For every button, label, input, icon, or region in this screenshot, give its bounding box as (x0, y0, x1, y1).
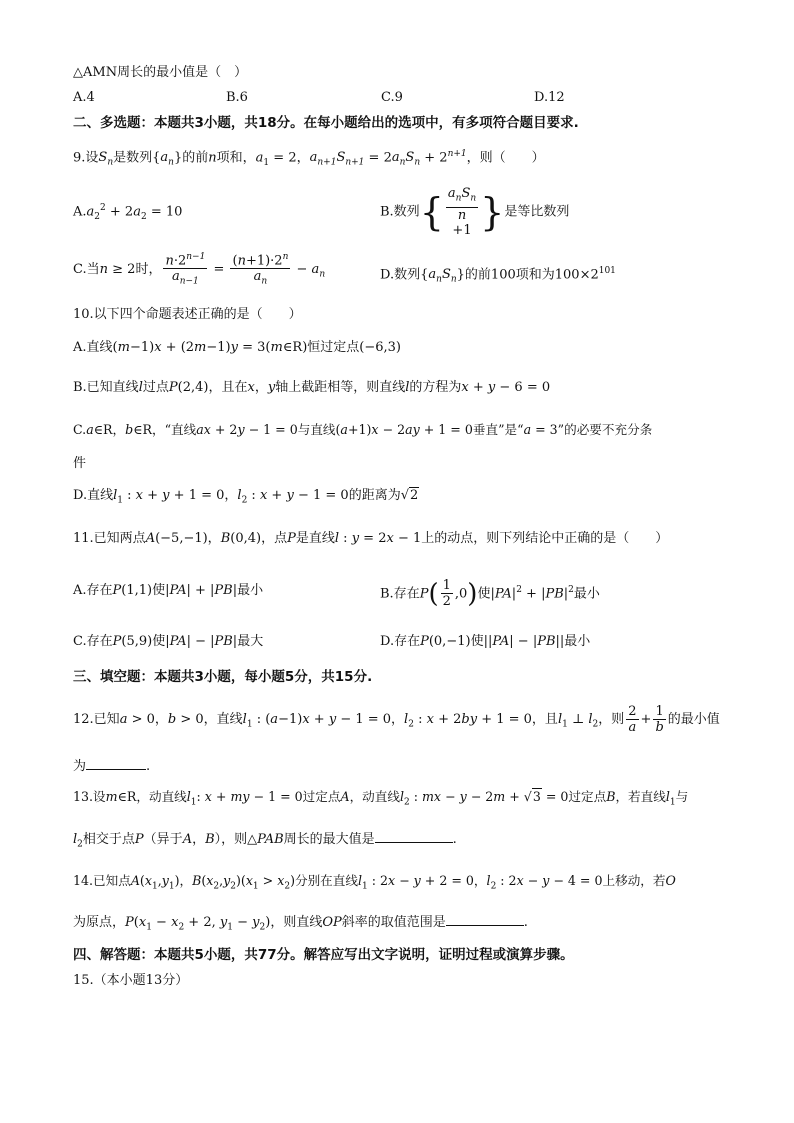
q11-stem: 11.已知两点A(−5,−1)，B(0,4)，点P是直线l : y = 2x − 1上的动点，则下列结论中正确的是（ ） (73, 531, 669, 546)
q12-line2: 为 . (73, 759, 151, 774)
q10-option-c-line2: 件 (73, 456, 87, 471)
q11-option-d: D.存在P(0,−1)使||PA| − |PB||最小 (380, 634, 591, 649)
q9-option-b: B.数列{ $a_nS_n$ n +1 }是等比数列 (380, 186, 570, 238)
section-4-heading: 四、解答题：本题共5小题，共77分。解答应写出文字说明，证明过程或演算步骤。 (73, 947, 574, 963)
q11-option-c: C.存在P(5,9)使|PA| − |PB|最大 (73, 634, 264, 649)
q10-option-c-line1: C.a∈R，b∈R，“直线ax + 2y − 1 = 0与直线(a+1)x − 2ay + 1 = 0垂直”是“a = 3”的必要不充分条 (73, 422, 653, 437)
q10-option-b: B.已知直线l过点P(2,4)，且在x，y轴上截距相等，则直线l的方程为x + y − 6 = 0 (73, 380, 551, 395)
q10-option-d: D.直线$l_1$ : x + y + 1 = 0，$l_2$ : x + y − 1 = 0的距离为√2 (73, 488, 419, 506)
q12-answer-blank[interactable] (86, 757, 146, 770)
q13-line1: 13.设m∈R，动直线$l_1$: x + my − 1 = 0过定点A，动直线$l_2$ : mx − y − 2m + √3 = 0过定点B，若直线$l_1$与 (73, 789, 689, 808)
q8-option-c: C.9 (381, 90, 403, 105)
q10-option-a: A.直线(m−1)x + (2m−1)y = 3(m∈R)恒过定点(−6,3) (73, 340, 402, 355)
q14-line1: 14.已知点$A(x_1,y_1)$，$B(x_2,y_2)(x_1 > x_2)$分别在直线$l_1$ : 2x − y + 2 = 0，$l_2$ : 2x − y − 4 = 0上移动，若O (73, 873, 676, 892)
q8-stem: △AMN周长的最小值是（ ） (73, 65, 248, 80)
q8-option-b: B.6 (226, 90, 248, 105)
section-2-heading: 二、多选题：本题共3小题，共18分。在每小题给出的选项中，有多项符合题目要求. (73, 115, 579, 131)
q14-line2: 为原点，$P(x_1 - x_2 + 2$, $y_1 - y_2$)，则直线OP斜率的取值范围是 . (73, 915, 528, 933)
q9-option-d: D.数列$\{a_nS_n\}$的前100项和为$100\times 2^{101}$ (380, 266, 616, 285)
q9-option-a: $A.a_2^2 + 2a_2 = 10$ (73, 203, 183, 222)
q9-stem: 9.设$S_n$是数列$\{a_n\}$的前n项和，$a_1 = 2$，$a_{n+1}S_{n+1} = 2a_nS_n + 2^{n+1}$，则（ ） (73, 149, 545, 168)
section-3-heading: 三、填空题：本题共3小题，每小题5分，共15分. (73, 669, 373, 685)
q8-option-a: A.4 (73, 90, 95, 105)
q12-line1: 12.已知a > 0，b > 0，直线$l_1$ : (a−1)x + y − 1 = 0，$l_2$ : x + 2by + 1 = 0，且$l_1$ ⊥ $l_2$，则 $\frac{2}{a}$ + $\frac{1}{b}$ 的最小值 (73, 704, 720, 735)
q11-option-a: A.存在P(1,1)使|PA| + |PB|最小 (73, 583, 264, 598)
q10-stem: 10.以下四个命题表述正确的是（ ） (73, 307, 302, 322)
q15-label: 15.（本小题13分） (73, 973, 189, 988)
q8-option-d: D.12 (534, 90, 565, 105)
q11-option-b: B.存在P( $\frac{1}{2}$ ,0)使$|PA|^2 + |PB|^2$最小 (380, 578, 600, 610)
q13-answer-blank[interactable] (375, 830, 453, 843)
q13-line2: $l_2$相交于点P（异于A，B），则△PAB周长的最大值是 . (73, 832, 457, 850)
q14-answer-blank[interactable] (446, 913, 524, 926)
q9-option-c: C.当n ≥ 2时， $\frac{n\cdot 2^{n-1}}{a_{n-1}}$ = $\frac{(n+1)\cdot 2^n}{a_n}$ − $a_n$ (73, 251, 326, 287)
